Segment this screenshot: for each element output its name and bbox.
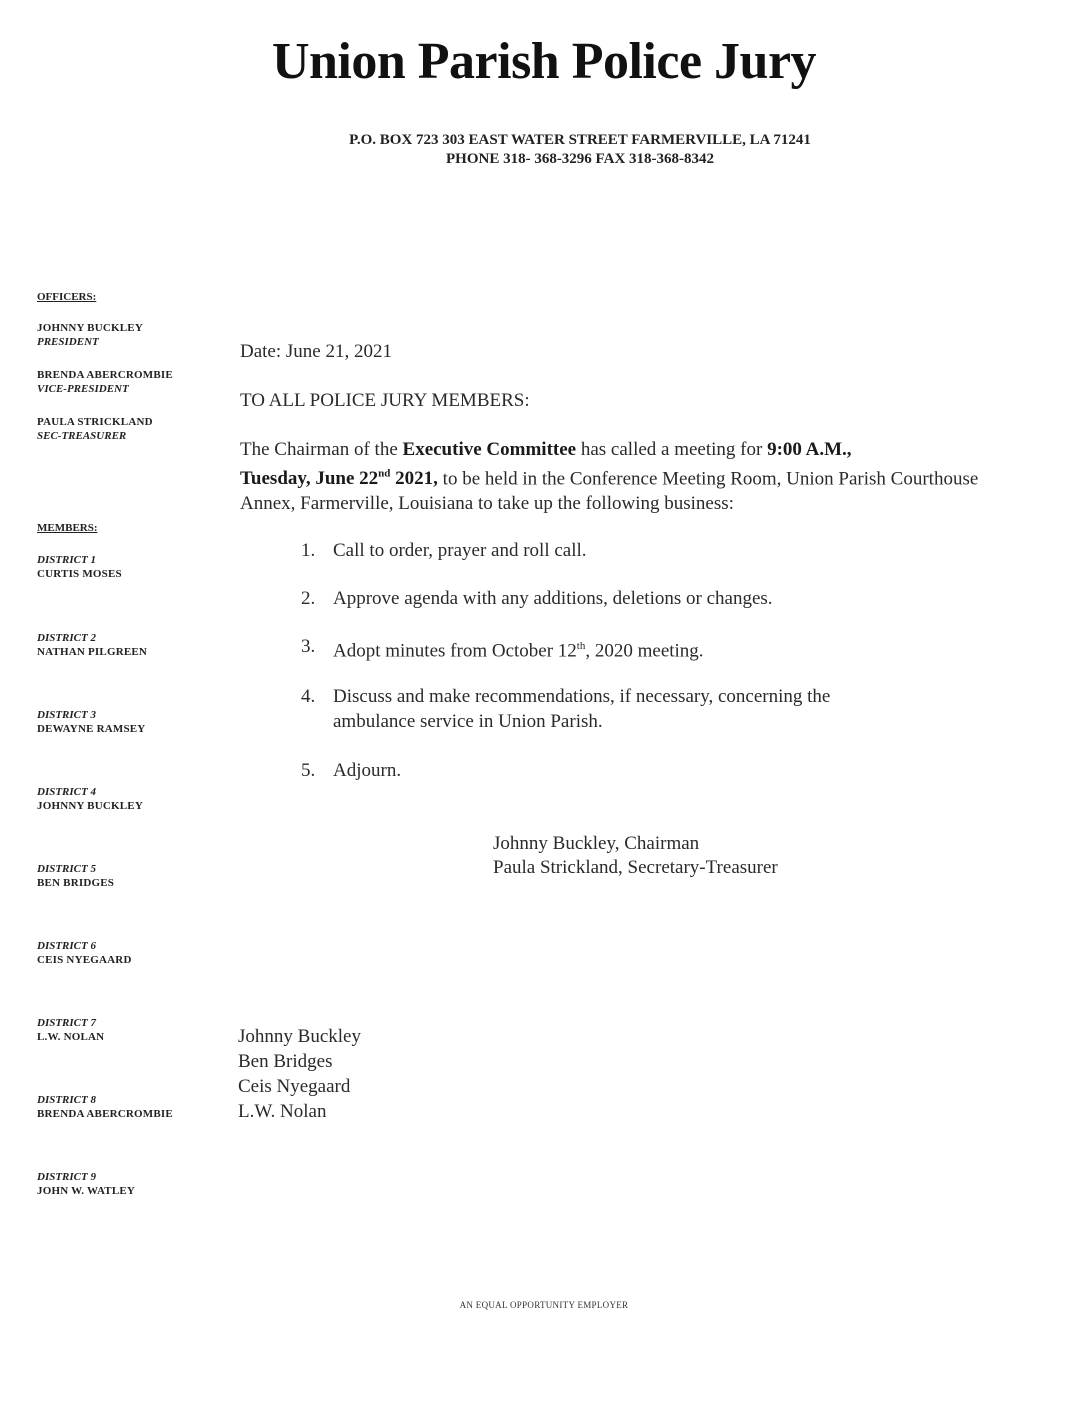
member-name: L.W. NOLAN: [37, 1031, 105, 1043]
cc-name: L.W. Nolan: [238, 1101, 327, 1122]
agenda-number: 2.: [301, 588, 316, 609]
agenda-text: Discuss and make recommendations, if necessary, concerning the ambulance service in Union Parish.: [333, 686, 831, 732]
agenda-number: 4.: [301, 686, 316, 707]
ordinal-suffix: nd: [378, 468, 391, 480]
officer-name: JOHNNY BUCKLEY: [37, 322, 143, 334]
footer-eoe: AN EQUAL OPPORTUNITY EMPLOYER: [459, 1300, 629, 1310]
agenda-text-post: , 2020 meeting.: [585, 640, 704, 662]
member-entry: [37, 1093, 173, 1121]
member-entry: [37, 553, 122, 581]
member-entry: [37, 708, 145, 736]
agenda-item: [301, 634, 913, 663]
signature-secretary: Paula Strickland, Secretary-Treasurer: [493, 857, 778, 878]
meeting-notice-paragraph: [240, 437, 980, 516]
officer-name: PAULA STRICKLAND: [37, 416, 153, 428]
member-name: JOHN W. WATLEY: [37, 1185, 136, 1197]
member-district: DISTRICT 6: [37, 940, 96, 952]
agenda-text: Call to order, prayer and roll call.: [333, 540, 587, 561]
cc-name: Johnny Buckley: [238, 1026, 361, 1047]
agenda-text-pre: Adopt minutes from October 12: [333, 640, 577, 662]
agenda-item: [301, 758, 913, 783]
member-name: CURTIS MOSES: [37, 568, 122, 580]
agenda-number: 1.: [301, 540, 316, 561]
officers-heading: OFFICERS:: [37, 291, 97, 303]
member-district: DISTRICT 1: [37, 554, 96, 566]
member-entry: [37, 939, 132, 967]
agenda-text: [333, 634, 913, 663]
agenda-text: Approve agenda with any additions, deletions or changes.: [333, 588, 773, 609]
member-entry: [37, 1016, 104, 1044]
member-name: JOHNNY BUCKLEY: [37, 800, 143, 812]
member-district: DISTRICT 7: [37, 1017, 96, 1029]
ordinal-suffix: th: [576, 640, 586, 652]
committee-name: Executive Committee: [402, 439, 577, 460]
letterhead-title: Union Parish Police Jury: [271, 33, 817, 90]
cc-name: Ceis Nyegaard: [238, 1076, 351, 1097]
officer-role: PRESIDENT: [37, 336, 99, 348]
agenda-number: 5.: [301, 760, 316, 781]
officer-role: SEC-TREASURER: [37, 430, 127, 442]
letterhead-phone-fax: PHONE 318- 368-3296 FAX 318-368-8342: [445, 151, 715, 167]
member-district: DISTRICT 8: [37, 1094, 96, 1106]
member-entry: [37, 862, 114, 890]
meeting-year: 2021,: [390, 468, 438, 490]
member-district: DISTRICT 4: [37, 786, 96, 798]
member-entry: [37, 1170, 135, 1198]
officer-entry: [37, 368, 173, 396]
agenda-item: [301, 684, 913, 734]
meeting-day: [240, 468, 438, 489]
paragraph-text: to be held in the Conference Meeting Room, Union Parish Courthouse Annex, Farmerville, Louisiana to take up the following business:: [240, 468, 979, 515]
members-heading: MEMBERS:: [37, 522, 98, 534]
signature-chairman: Johnny Buckley, Chairman: [493, 833, 700, 854]
letter-date: Date: June 21, 2021: [240, 341, 392, 362]
member-name: DEWAYNE RAMSEY: [37, 723, 146, 735]
member-name: BRENDA ABERCROMBIE: [37, 1108, 173, 1120]
cc-list: [238, 1024, 361, 1124]
agenda-item: [301, 586, 913, 611]
agenda-number: 3.: [301, 636, 316, 657]
member-name: NATHAN PILGREEN: [37, 646, 148, 658]
cc-name: Ben Bridges: [238, 1051, 333, 1072]
officer-name: BRENDA ABERCROMBIE: [37, 369, 173, 381]
agenda-item: [301, 538, 913, 563]
officer-role: VICE-PRESIDENT: [37, 383, 129, 395]
member-district: DISTRICT 5: [37, 863, 96, 875]
agenda-text: Adjourn.: [333, 760, 402, 781]
member-name: CEIS NYEGAARD: [37, 954, 132, 966]
paragraph-text: has called a meeting for: [576, 439, 768, 460]
member-district: DISTRICT 2: [37, 632, 96, 644]
member-entry: [37, 785, 143, 813]
member-district: DISTRICT 3: [37, 709, 96, 721]
meeting-day-text: Tuesday, June 22: [240, 468, 379, 490]
letter-salutation: TO ALL POLICE JURY MEMBERS:: [240, 390, 530, 411]
member-name: BEN BRIDGES: [37, 877, 115, 889]
member-district: DISTRICT 9: [37, 1171, 96, 1183]
paragraph-text: The Chairman of the: [240, 439, 403, 460]
officer-entry: [37, 415, 153, 443]
officer-entry: [37, 321, 143, 349]
letterhead-address: P.O. BOX 723 303 EAST WATER STREET FARMERVILLE, LA 71241: [349, 132, 811, 148]
meeting-time: 9:00 A.M.,: [767, 439, 852, 460]
member-entry: [37, 631, 147, 659]
